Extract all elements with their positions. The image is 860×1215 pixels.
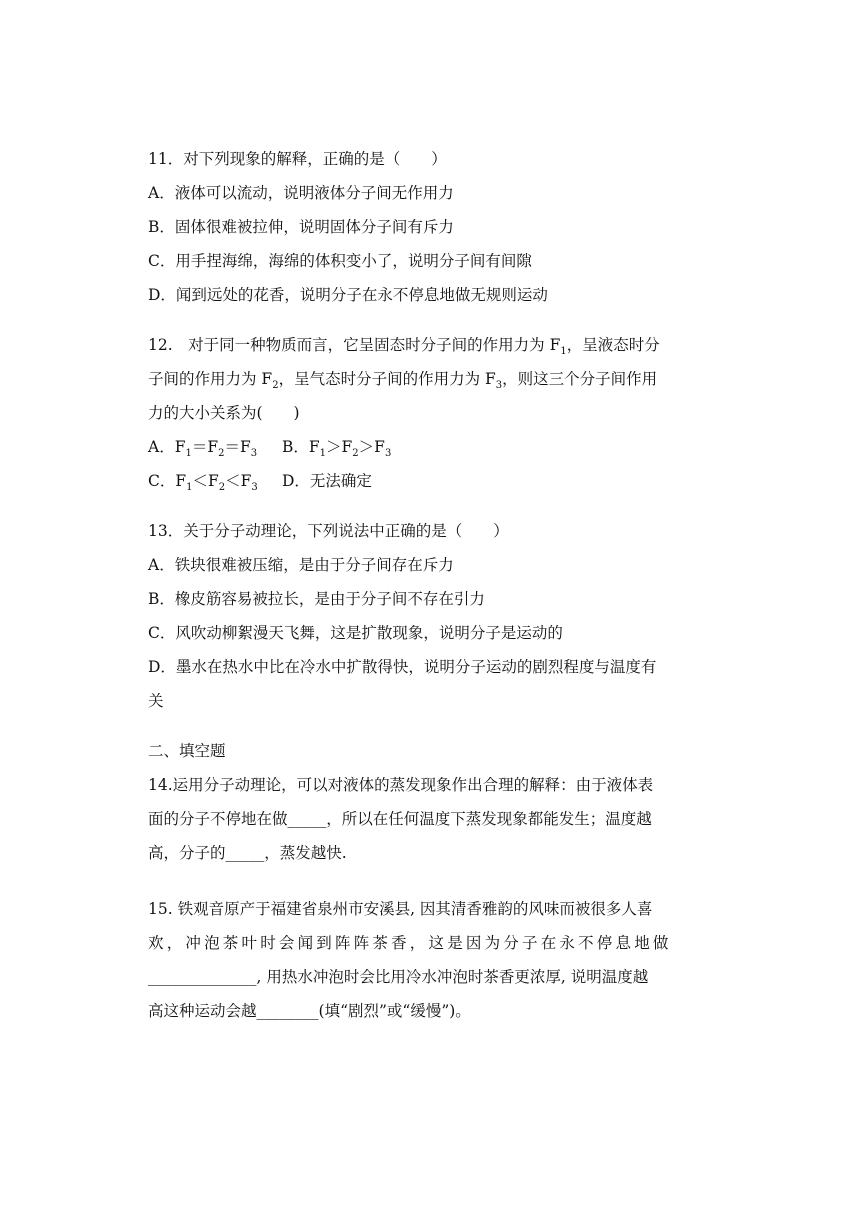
opt-text: ＝F xyxy=(224,438,251,456)
q12-text: 12. 对于同一种物质而言，它呈固态时分子间的作用力为 F xyxy=(148,336,561,354)
question-12-stem-line-2 xyxy=(148,366,718,400)
question-15-line-3 xyxy=(148,964,718,998)
opt-text: ＜F xyxy=(225,472,252,490)
question-12-stem-line-1 xyxy=(148,332,718,366)
q15-text: , 用热水冲泡时会比用冷水冲泡时茶香更浓厚, 说明温度越 xyxy=(256,968,649,986)
question-13-option-a: A．铁块很难被压缩，是由于分子间存在斥力 xyxy=(148,556,454,574)
opt-text: A．F xyxy=(148,438,186,456)
question-14-line-1: 14.运用分子动理论，可以对液体的蒸发现象作出合理的解释：由于液体表 xyxy=(148,776,654,794)
subscript: 3 xyxy=(384,448,392,460)
question-11 xyxy=(148,146,718,316)
q12-text: ，呈气态时分子间的作用力为 F xyxy=(278,370,496,388)
question-15-line-1: 15. 铁观音原产于福建省泉州市安溪县, 因其清香雅韵的风味而被很多人喜 xyxy=(148,900,653,918)
question-11-option-d: D．闻到远处的花香，说明分子在永不停息地做无规则运动 xyxy=(148,286,548,304)
subscript: 1 xyxy=(185,448,192,460)
subscript: 1 xyxy=(560,346,567,358)
spacer xyxy=(148,502,718,518)
answer-blank-4[interactable]: ________ xyxy=(256,1002,319,1020)
q14-text: 高，分子的 xyxy=(148,844,226,862)
q14-text: 面的分子不停地在做 xyxy=(148,810,288,828)
subscript: 1 xyxy=(186,482,193,494)
question-11-option-b: B．固体很难被拉伸，说明固体分子间有斥力 xyxy=(148,218,454,236)
spacer xyxy=(148,722,718,738)
subscript: 3 xyxy=(251,482,258,494)
subscript: 3 xyxy=(250,448,258,460)
question-11-stem: 11．对下列现象的解释，正确的是（ ） xyxy=(148,150,447,168)
opt-text: ＝F xyxy=(191,438,219,456)
question-13-option-d: D．墨水在热水中比在冷水中扩散得快，说明分子运动的剧烈程度与温度有 xyxy=(148,658,657,676)
opt-text: B．F xyxy=(282,438,320,456)
spacer xyxy=(148,874,718,896)
subscript: 2 xyxy=(218,482,226,494)
section-heading-fill-in: 二、填空题 xyxy=(148,742,226,760)
question-12-options-cd xyxy=(148,468,718,502)
question-12-stem-line-3: 力的大小关系为( ) xyxy=(148,404,300,422)
question-14-line-3 xyxy=(148,840,718,874)
subscript: 1 xyxy=(319,448,327,460)
subscript: 3 xyxy=(495,380,503,392)
q15-text: 高这种运动会越 xyxy=(148,1002,257,1020)
worksheet-page xyxy=(148,146,718,1032)
q14-text: ，所以在任何温度下蒸发现象都能发生；温度越 xyxy=(326,810,652,828)
q15-text: (填“剧烈”或“缓慢”)。 xyxy=(318,1002,471,1020)
question-12 xyxy=(148,332,718,502)
question-14-line-2 xyxy=(148,806,718,840)
question-14 xyxy=(148,772,718,874)
question-12-option-b xyxy=(282,434,391,468)
subscript: 2 xyxy=(218,448,225,460)
opt-text: ＜F xyxy=(192,472,219,490)
question-15 xyxy=(148,896,718,1032)
spacer xyxy=(148,316,718,332)
q14-text: ，蒸发越快. xyxy=(264,844,347,862)
question-12-option-d: D．无法确定 xyxy=(282,472,372,490)
question-13 xyxy=(148,518,718,722)
question-12-option-a xyxy=(148,434,282,468)
answer-blank-1[interactable]: _____ xyxy=(287,810,327,828)
q12-text: ，呈液态时分 xyxy=(566,336,660,354)
subscript: 2 xyxy=(272,380,279,392)
question-12-option-c xyxy=(148,468,282,502)
opt-text: C．F xyxy=(148,472,187,490)
question-12-options-ab xyxy=(148,434,718,468)
answer-blank-2[interactable]: _____ xyxy=(225,844,265,862)
q12-text: 子间的作用力为 F xyxy=(148,370,273,388)
subscript: 2 xyxy=(352,448,359,460)
opt-text: ＞F xyxy=(358,438,385,456)
question-11-option-c: C．用手捏海绵，海绵的体积变小了，说明分子间有间隙 xyxy=(148,252,532,270)
question-13-option-d-continued: 关 xyxy=(148,692,164,710)
question-13-stem: 13．关于分子动理论，下列说法中正确的是（ ） xyxy=(148,522,509,540)
opt-text: ＞F xyxy=(326,438,353,456)
question-13-option-b: B．橡皮筋容易被拉长，是由于分子间不存在引力 xyxy=(148,590,485,608)
question-15-line-2: 欢，冲泡茶叶时会闻到阵阵茶香，这是因为分子在永不停息地做 xyxy=(148,934,672,952)
q12-text: ，则这三个分子间作用 xyxy=(502,370,658,388)
question-11-option-a: A．液体可以流动，说明液体分子间无作用力 xyxy=(148,184,454,202)
answer-blank-3[interactable]: ______________ xyxy=(148,968,257,986)
question-15-line-4 xyxy=(148,998,718,1032)
question-13-option-c: C．风吹动柳絮漫天飞舞，这是扩散现象，说明分子是运动的 xyxy=(148,624,563,642)
